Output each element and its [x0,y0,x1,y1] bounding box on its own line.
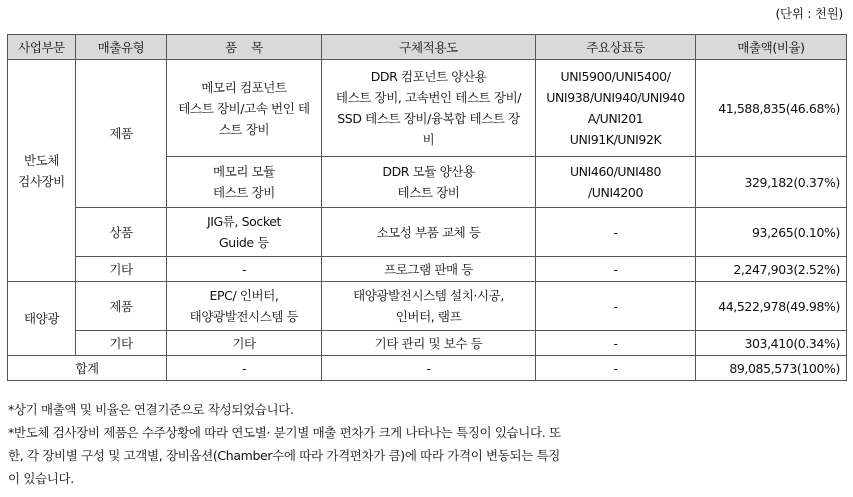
footnote-line: 한, 각 장비별 구성 및 고객별, 장비옵션(Chamber수에 따라 가격편차가 큼)에 따라 가격이 변동되는 특징 [8,448,561,463]
sales-type-cell: 기타 [76,257,167,282]
segment-cell: 태양광 [8,282,76,356]
total-row [8,356,847,381]
header-brand: 주요상표등 [536,35,696,60]
footnote-line: *상기 매출액 및 비율은 연결기준으로 작성되었습니다. [8,402,294,417]
table-row [8,282,847,331]
brand-cell: - [536,257,696,282]
table-row [8,257,847,282]
sales-type-cell: 제품 [76,60,167,208]
brand-cell: - [536,282,696,331]
usage-cell: DDR 모듈 양산용 테스트 장비 [322,157,536,208]
brand-cell: UNI460/UNI480 /UNI4200 [536,157,696,208]
sales-table [7,34,847,381]
footnote-line: 이 있습니다. [8,471,74,486]
amount-cell: 44,522,978(49.98%) [696,282,847,331]
table-row [8,331,847,356]
table-header-row [8,35,847,60]
item-cell: EPC/ 인버터, 태양광발전시스템 등 [167,282,322,331]
usage-cell: DDR 컴포넌트 양산용 테스트 장비, 고속번인 테스트 장비/ SSD 테스트 장비/융복합 테스트 장 비 [322,60,536,157]
amount-cell: 303,410(0.34%) [696,331,847,356]
total-usage-cell: - [322,356,536,381]
header-segment: 사업부문 [8,35,76,60]
table-row [8,60,847,157]
brand-cell: - [536,331,696,356]
item-cell: 메모리 컴포넌트 테스트 장비/고속 번인 테 스트 장비 [167,60,322,157]
segment-cell: 반도체 검사장비 [8,60,76,282]
header-sales-type: 매출유형 [76,35,167,60]
sales-type-cell: 제품 [76,282,167,331]
table-row [8,208,847,257]
sales-type-cell: 기타 [76,331,167,356]
footnotes [8,398,618,490]
footnote-line: *반도체 검사장비 제품은 수주상황에 따라 연도별· 분기별 매출 편차가 크게 나타나는 특징이 있습니다. 또 [8,425,561,440]
total-amount-cell: 89,085,573(100%) [696,356,847,381]
header-item: 품 목 [167,35,322,60]
item-cell: - [167,257,322,282]
sales-type-cell: 상품 [76,208,167,257]
usage-cell: 소모성 부품 교체 등 [322,208,536,257]
header-amount: 매출액(비율) [696,35,847,60]
item-cell: 메모리 모듈 테스트 장비 [167,157,322,208]
usage-cell: 태양광발전시스템 설치·시공, 인버터, 램프 [322,282,536,331]
usage-cell: 프로그램 판매 등 [322,257,536,282]
amount-cell: 2,247,903(2.52%) [696,257,847,282]
header-usage: 구체적용도 [322,35,536,60]
item-cell: JIG류, Socket Guide 등 [167,208,322,257]
brand-cell: UNI5900/UNI5400/ UNI938/UNI940/UNI940 A/UNI201 UNI91K/UNI92K [536,60,696,157]
unit-label: (단위 : 천원) [775,6,843,21]
amount-cell: 41,588,835(46.68%) [696,60,847,157]
usage-cell: 기타 관리 및 보수 등 [322,331,536,356]
brand-cell: - [536,208,696,257]
amount-cell: 329,182(0.37%) [696,157,847,208]
item-cell: 기타 [167,331,322,356]
amount-cell: 93,265(0.10%) [696,208,847,257]
total-item-cell: - [167,356,322,381]
total-label: 합계 [8,356,167,381]
total-brand-cell: - [536,356,696,381]
